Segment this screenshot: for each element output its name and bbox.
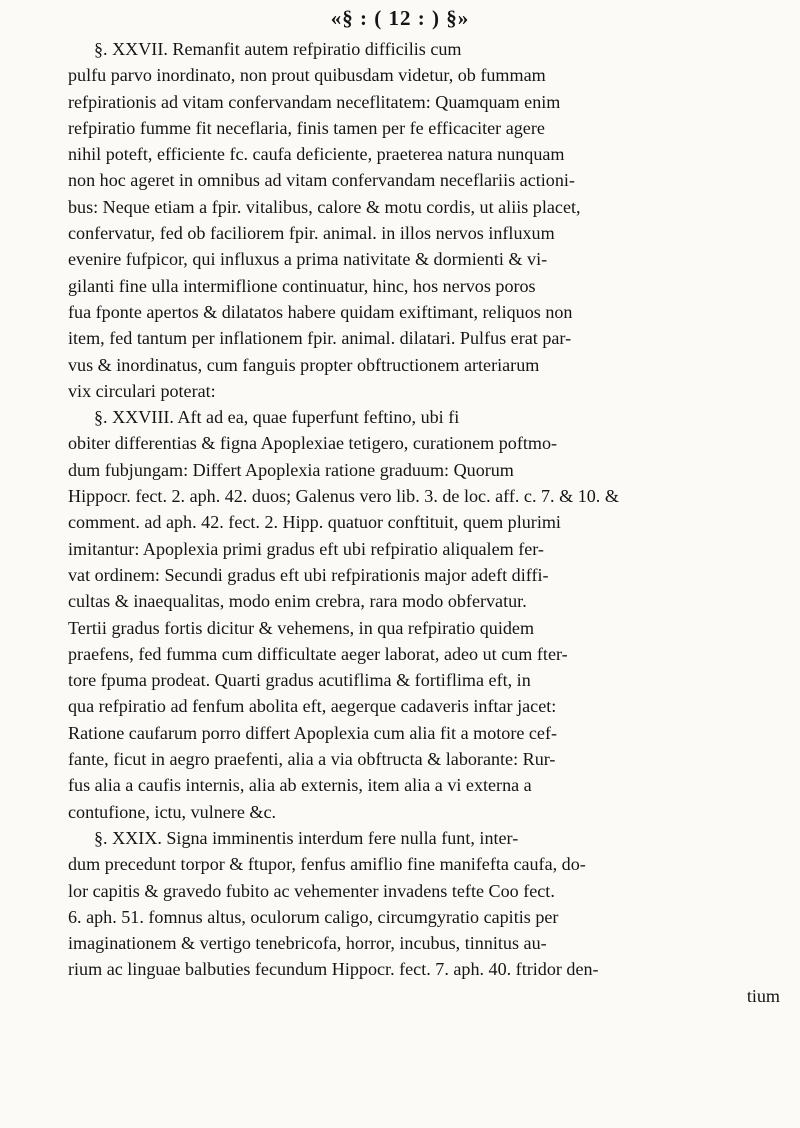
text-line: vix circulari poterat: [68,380,216,401]
text-line: qua refpiratio ad fenfum abolita eft, aegerque cadaveris inftar jacet: [68,696,557,717]
text-line: contufione, ictu, vulnere &c. [68,801,277,822]
text-line: §. XXVIII. Aft ad ea, quae fuperfunt feftino, ubi fi [94,407,460,428]
text-line: praefens, fed fumma cum difficultate aeger laborat, adeo ut cum fter- [68,643,568,664]
text-line: fua fponte apertos & dilatatos habere quidam exiftimant, reliquos non [68,301,573,322]
text-line: fus alia a caufis internis, alia ab externis, item alia a vi externa a [68,775,532,796]
text-line: §. XXVII. Remanfit autem refpiratio difficilis cum [94,39,462,59]
text-line: vus & inordinatus, cum fanguis propter obftructionem arteriarum [68,354,540,375]
text-line: refpirationis ad vitam confervandam neceflitatem: Quamquam enim [68,91,561,112]
catchword: tium [746,985,780,1006]
text-line: comment. ad aph. 42. fect. 2. Hipp. quatuor conftituit, quem plurimi [68,512,561,533]
text-line: obiter differentias & figna Apoplexiae tetigero, curationem poftmo- [68,433,558,454]
text-line: tore fpuma prodeat. Quarti gradus acutiflima & fortiflima eft, in [68,670,531,691]
text-line: imitantur: Apoplexia primi gradus eft ubi refpiratio aliqualem fer- [68,538,544,559]
text-line: pulfu parvo inordinato, non prout quibusdam videtur, ob fummam [68,65,546,86]
paragraph [68,36,780,404]
text-line: imaginationem & vertigo tenebricofa, horror, incubus, tinnitus au- [68,933,547,954]
paragraph [68,404,780,825]
text-line: Ratione caufarum porro differt Apoplexia cum alia fit a motore cef- [68,722,558,743]
text-line: dum precedunt torpor & ftupor, fenfus amiflio fine manifefta caufa, do- [68,854,586,875]
text-line: vat ordinem: Secundi gradus eft ubi refpirationis major adeft diffi- [68,564,549,585]
body-text [68,36,780,1009]
text-line: fante, ficut in aegro praefenti, alia a via obftructa & laborante: Rur- [68,749,556,770]
text-line: gilanti fine ulla intermiflione continuatur, hinc, hos nervos poros [68,275,536,296]
text-line: bus: Neque etiam a fpir. vitalibus, calore & motu cordis, ut aliis placet, [68,196,581,217]
text-line: evenire fufpicor, qui influxus a prima nativitate & dormienti & vi- [68,249,548,270]
text-line: lor capitis & gravedo fubito ac vehementer invadens tefte Coo fect. [68,880,555,901]
text-line: dum fubjungam: Differt Apoplexia ratione graduum: Quorum [68,459,514,480]
text-line: confervatur, fed ob faciliorem fpir. animal. in illos nervos influxum [68,223,555,244]
text-line: §. XXIX. Signa imminentis interdum fere nulla funt, inter- [94,827,519,848]
text-line: non hoc ageret in omnibus ad vitam confervandam neceflariis actioni- [68,170,575,191]
text-line: cultas & inaequalitas, modo enim crebra, rara modo obfervatur. [68,591,527,612]
text-line: Tertii gradus fortis dicitur & vehemens, in qua refpiratio quidem [68,617,535,638]
text-line: refpiratio fumme fit neceflaria, finis tamen per fe efficaciter agere [68,117,545,138]
text-line: Hippocr. fect. 2. aph. 42. duos; Galenus vero lib. 3. de loc. aff. c. 7. & 10. & [68,486,619,507]
text-line: 6. aph. 51. fomnus altus, oculorum caligo, circumgyratio capitis per [68,906,559,927]
text-line: nihil poteft, efficiente fc. caufa deficiente, praeterea natura nunquam [68,144,565,165]
text-line: item, fed tantum per inflationem fpir. animal. dilatari. Pulfus erat par- [68,328,572,349]
paragraph [68,825,780,983]
page-header: «§ : ( 12 : ) §» [330,6,470,30]
text-line: rium ac linguae balbuties fecundum Hippocr. fect. 7. aph. 40. ftridor den- [68,959,599,980]
